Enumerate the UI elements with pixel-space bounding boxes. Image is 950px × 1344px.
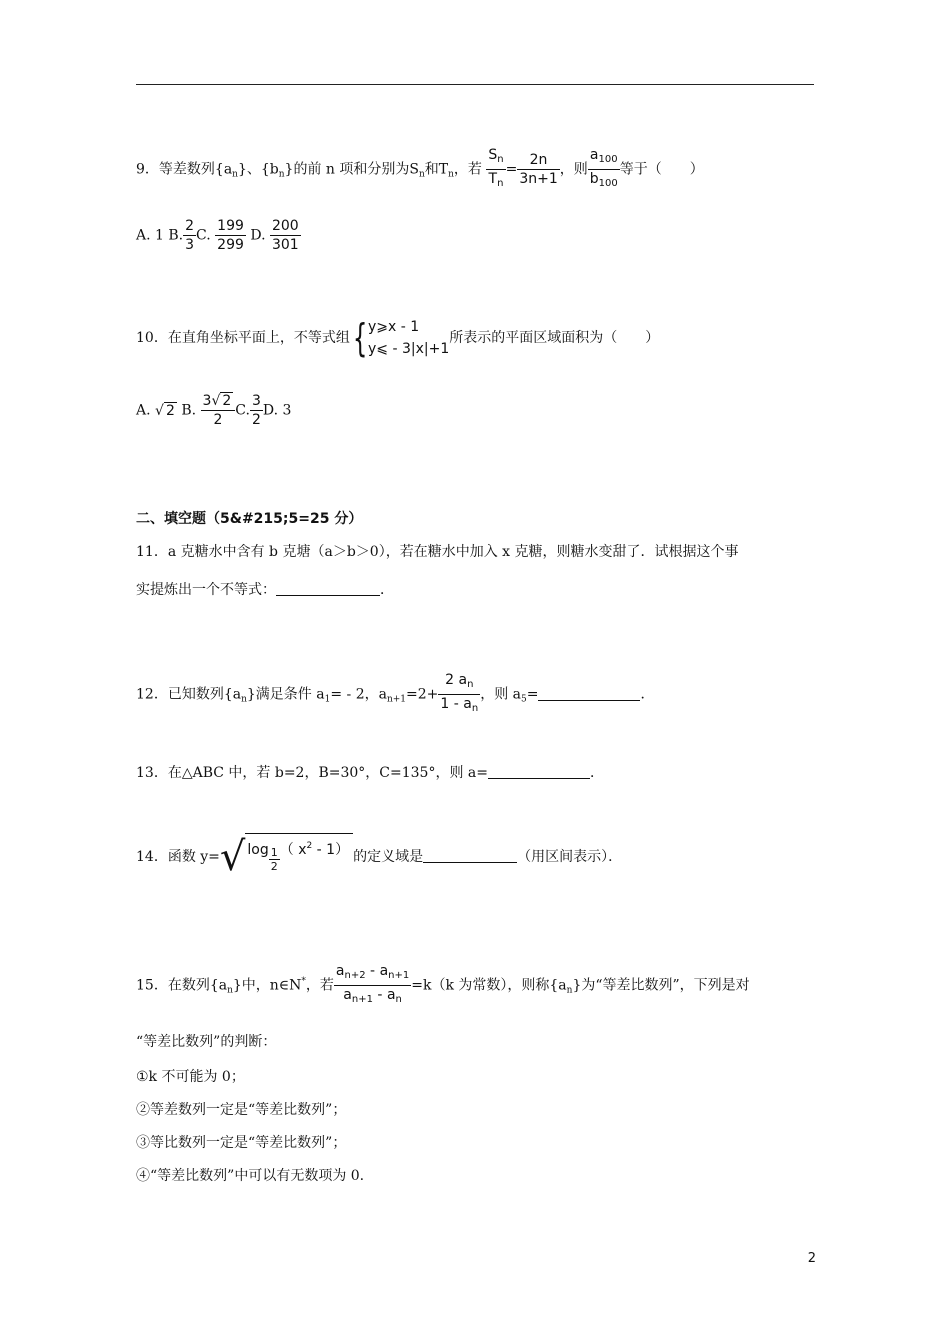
question-11-line-1: 11．a 克糖水中含有 b 克塘（a＞b＞0），若在糖水中加入 x 克糖，则糖水变甜了．试根据这个事 (136, 544, 739, 560)
sqrt-2: √ 2 (155, 402, 175, 419)
fraction-2n-3n1: $\frac{2n}{3n+1}$ (519, 152, 558, 187)
question-9: 9．等差数列$\{a_n\}$、$\{b_n\}$的前 n 项和分别为$S_n$和$T_n$，若 $\frac{S_n}{T_n}$ = $\frac{2n}{3n+1}$ ，则 $\frac{a_{100}}{b_{100}}$ 等于（ ） (136, 146, 704, 193)
question-13: 13．在△ABC 中，若 b=2，B=30°，C=135°，则 a= ． (136, 765, 604, 781)
question-11-line-2: 实提炼出一个不等式： ． (136, 582, 394, 598)
judgment-item-2: ②等差数列一定是“等差比数列”； (136, 1102, 347, 1118)
question-15-line-2: “等差比数列”的判断： (136, 1034, 277, 1050)
answer-blank (423, 848, 517, 863)
fraction-sn-tn: $\frac{S_n}{T_n}$ (488, 147, 504, 189)
question-14: 14．函数 y=√ log $\frac{1}{2}$ （ $x^2 - 1$） 的定义域是 （用区间表示）． (136, 834, 623, 880)
option-c-fraction: $\frac{3}{2}$ (251, 393, 261, 428)
answer-blank (276, 581, 380, 596)
section-heading: 二、填空题（5&#215;5=25 分） (136, 511, 363, 527)
inequality-system: y⩾x - 1 y⩽ - 3|x|+1 (368, 319, 450, 357)
question-15: 15．在数列$\{a_n\}$中，n∈N*，若 $\frac{a_{n+2} - a_{n+1}}{a_{n+1} - a_n}$ =k（k 为常数），则称$\{a_n\}$为“等差比数列”，下列是对 (136, 962, 750, 1009)
judgment-item-1: ①k 不可能为 0； (136, 1069, 245, 1085)
question-12: 12．已知数列$\{a_n\}$满足条件 $a_1= - 2$，$a_{n+1}=2+$ $\frac{2 a_n}{1 - a_n}$ ，则 $a_5=$ ． (136, 671, 654, 718)
option-c-fraction: $\frac{199}{299}$ (217, 218, 244, 253)
judgment-item-3: ③等比数列一定是“等差比数列”； (136, 1135, 347, 1151)
option-b-fraction: $\frac{2}{3}$ (185, 218, 195, 253)
option-d-fraction: $\frac{200}{301}$ (271, 218, 299, 253)
question-9-options: A. 1 B. $\frac{2}{3}$ C. $\frac{199}{299}$ D. $\frac{200}{301}$ (136, 218, 299, 253)
answer-blank (488, 764, 590, 779)
question-10: 10．在直角坐标平面上，不等式组{ y⩾x - 1 y⩽ - 3|x|+1 所表示的平面区域面积为（ ） (136, 316, 660, 360)
left-brace: { (352, 316, 368, 360)
judgment-item-4: ④“等差比数列”中可以有无数项为 0. (136, 1168, 365, 1184)
answer-blank (538, 686, 640, 701)
question-10-options: A. √ 2 B. $\frac{3√ 2}{2}$ C. $\frac{3}{2}$ D. 3 (136, 393, 292, 428)
fraction-a100-b100: $\frac{a_{100}}{b_{100}}$ (589, 147, 618, 189)
page-number: 2 (807, 1251, 816, 1266)
recurrence-fraction: $\frac{2 a_n}{1 - a_n}$ (440, 672, 479, 714)
option-b-fraction: $\frac{3√ 2}{2}$ (201, 392, 236, 429)
ratio-fraction: $\frac{a_{n+2} - a_{n+1}}{a_{n+1} - a_n}$ (335, 963, 410, 1005)
square-root-expression: √ log $\frac{1}{2}$ （ $x^2 - 1$） (220, 836, 353, 878)
header-rule (136, 84, 814, 85)
